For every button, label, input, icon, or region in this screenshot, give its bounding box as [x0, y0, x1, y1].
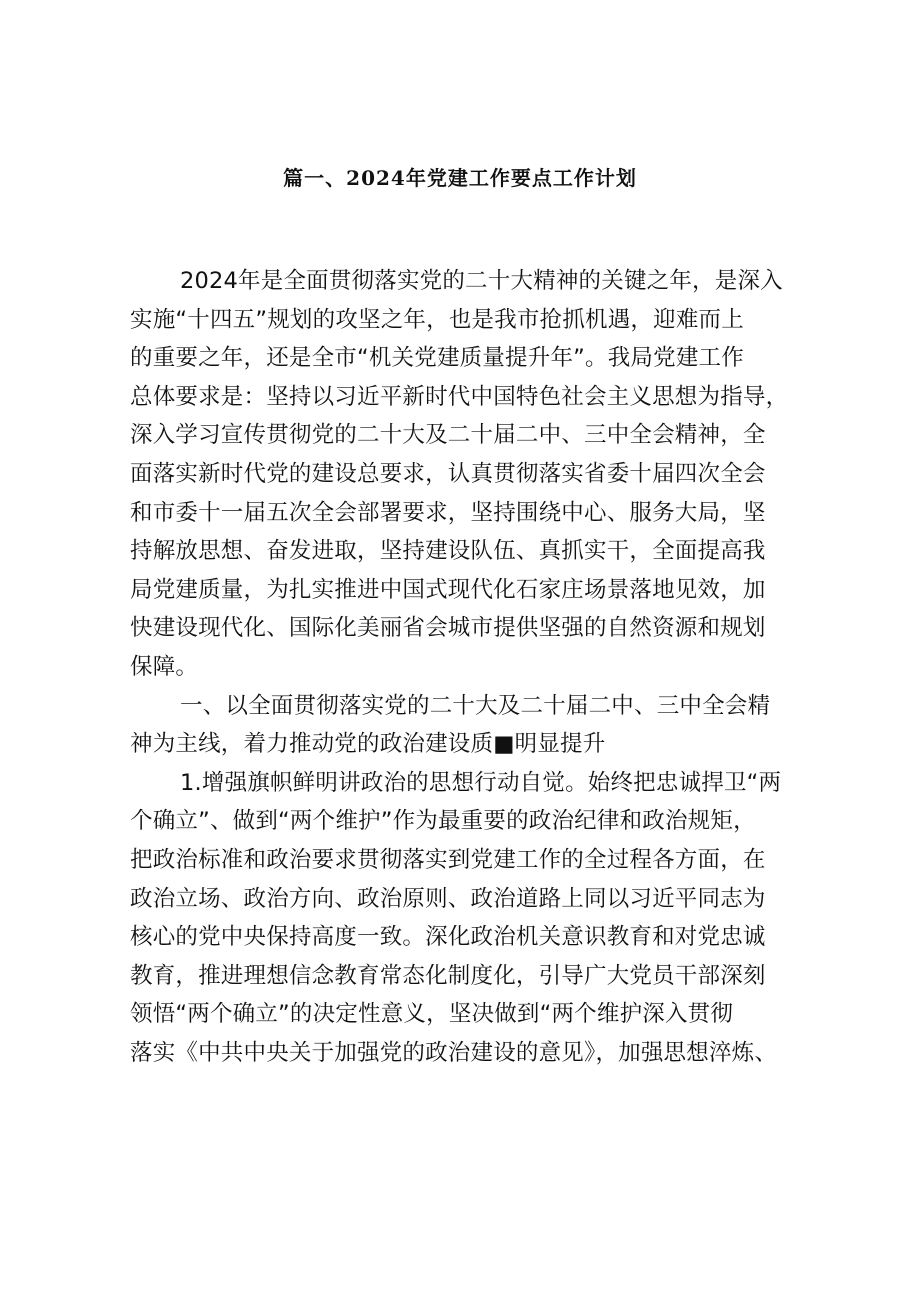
body-line: 深入学习宣传贯彻党的二十大及二十届二中、三中全会精神，全 — [130, 422, 766, 449]
body-line: 落实《中共中央关于加强党的政治建设的意见》，加强思想淬炼、 — [130, 1039, 778, 1066]
body-line: 快建设现代化、国际化美丽省会城市提供坚强的自然资源和规划 — [130, 615, 766, 642]
body-line: 领悟“两个确立”的决定性意义，坚决做到“两个维护深入贯彻 — [130, 1001, 734, 1028]
body-line: 核心的党中央保持高度一致。深化政治机关意识教育和对党忠诚 — [130, 924, 766, 951]
body-line: 的重要之年，还是全市“机关党建质量提升年”。我局党建工作 — [130, 345, 744, 372]
document-title: 篇一、2024年党建工作要点工作计划 — [283, 166, 637, 190]
body-line: 局党建质量，为扎实推进中国式现代化石家庄场景落地见效，加 — [130, 576, 766, 603]
document-body — [130, 262, 790, 1072]
body-line: 2024年是全面贯彻落实党的二十大精神的关键之年，是深入 — [180, 268, 783, 294]
body-line: 和市委十一届五次全会部署要求，坚持围绕中心、服务大局，坚 — [130, 499, 766, 526]
body-line: 总体要求是：坚持以习近平新时代中国特色社会主义思想为指导， — [130, 383, 789, 410]
body-line: 把政治标准和政治要求贯彻落实到党建工作的全过程各方面，在 — [130, 846, 766, 873]
body-line: 持解放思想、奋发进取，坚持建设队伍、真抓实干，全面提高我 — [130, 538, 766, 565]
section-heading-line: 神为主线，着力推动党的政治建设质■明显提升 — [130, 731, 606, 758]
body-line: 实施“十四五”规划的攻坚之年，也是我市抢抓机遇，迎难而上 — [130, 306, 744, 333]
body-line: 面落实新时代党的建设总要求，认真贯彻落实省委十届四次全会 — [130, 460, 766, 487]
body-line: 1.增强旗帜鲜明讲政治的思想行动自觉。始终把忠诚捍卫“两 — [180, 769, 782, 796]
section-heading-line: 一、以全面贯彻落实党的二十大及二十届二中、三中全会精 — [180, 692, 771, 719]
body-line: 个确立”、做到“两个维护”作为最重要的政治纪律和政治规矩， — [130, 808, 756, 835]
body-line: 政治立场、政治方向、政治原则、政治道路上同以习近平同志为 — [130, 885, 766, 912]
body-line: 保障。 — [130, 653, 199, 680]
body-line: 教育，推进理想信念教育常态化制度化，引导广大党员干部深刻 — [130, 962, 766, 989]
